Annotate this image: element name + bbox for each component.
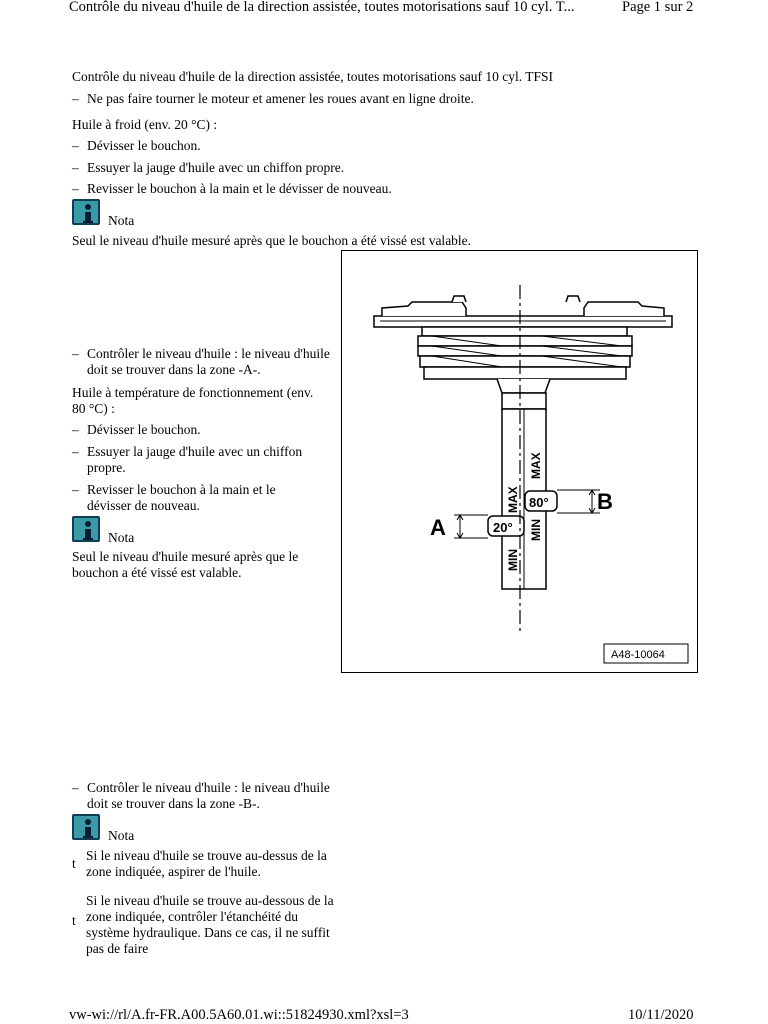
- cold-step-2: – Essuyer la jauge d'huile avec un chiffon propre.: [72, 160, 345, 175]
- info-icon: [72, 199, 100, 225]
- header-title: Contrôle du niveau d'huile de la direction assistée, toutes motorisations sauf 10 cyl. T...: [69, 0, 575, 15]
- bullet-mark: t: [72, 913, 76, 928]
- bullet-text-2: Si le niveau d'huile se trouve au-dessous de la zone indiquée, contrôler l'étanchéité du système hydraulique. Dans ce cas, il ne suffit pas de faire: [86, 893, 334, 956]
- nota-label: Nota: [108, 828, 135, 843]
- document-heading: Contrôle du niveau d'huile de la direction assistée, toutes motorisations sauf 10 cyl. TFSI: [72, 69, 553, 84]
- temp-warm: 80°: [529, 495, 549, 510]
- warm-step-2: – Essuyer la jauge d'huile avec un chiffon propre.: [72, 444, 303, 475]
- info-icon: [72, 814, 100, 840]
- max-mark-upper: MAX: [529, 452, 543, 479]
- nota-label: Nota: [108, 213, 135, 228]
- max-mark-lower: MAX: [506, 486, 520, 513]
- step-intro: – Ne pas faire tourner le moteur et amener les roues avant en ligne droite.: [72, 91, 592, 107]
- step-intro-text: Ne pas faire tourner le moteur et amener les roues avant en ligne droite.: [87, 91, 474, 106]
- cold-step-3: – Revisser le bouchon à la main et le dévisser de nouveau.: [72, 181, 392, 196]
- nota-text: Seul le niveau d'huile mesuré après que le bouchon a été vissé est valable.: [72, 233, 472, 248]
- bullet-mark: t: [72, 856, 76, 871]
- check-level-a: – Contrôler le niveau d'huile : le niveau d'huile doit se trouver dans la zone -A-.: [72, 346, 330, 377]
- warm-oil-title: Huile à température de fonctionnement (env. 80 °C) :: [72, 385, 314, 416]
- min-mark-upper: MIN: [529, 519, 543, 541]
- check-level-b: – Contrôler le niveau d'huile : le niveau d'huile doit se trouver dans la zone -B-.: [72, 780, 330, 811]
- nota-text: Seul le niveau d'huile mesuré après que le bouchon a été vissé est valable.: [72, 549, 299, 580]
- warm-step-1: – Dévisser le bouchon.: [72, 422, 201, 437]
- nota-label: Nota: [108, 530, 135, 545]
- footer-url: vw-wi://rl/A.fr-FR.A00.5A60.01.wi::51824930.xml?xsl=3: [69, 1007, 409, 1023]
- label-a: A: [430, 515, 446, 540]
- cold-oil-title: Huile à froid (env. 20 °C) :: [72, 117, 218, 132]
- info-icon: [72, 516, 100, 542]
- page-number: Page 1 sur 2: [622, 0, 694, 15]
- min-mark-lower: MIN: [506, 549, 520, 571]
- dipstick-figure: [341, 250, 698, 673]
- bullet-text-1: Si le niveau d'huile se trouve au-dessus de la zone indiquée, aspirer de l'huile.: [86, 848, 327, 879]
- footer-date: 10/11/2020: [628, 1007, 694, 1023]
- dipstick-drawing: [342, 251, 699, 674]
- label-b: B: [597, 489, 613, 514]
- cold-step-1: – Dévisser le bouchon.: [72, 138, 201, 153]
- temp-cold: 20°: [493, 520, 513, 535]
- figure-reference: A48-10064: [611, 649, 665, 661]
- warm-step-3: – Revisser le bouchon à la main et le dévisser de nouveau.: [72, 482, 276, 513]
